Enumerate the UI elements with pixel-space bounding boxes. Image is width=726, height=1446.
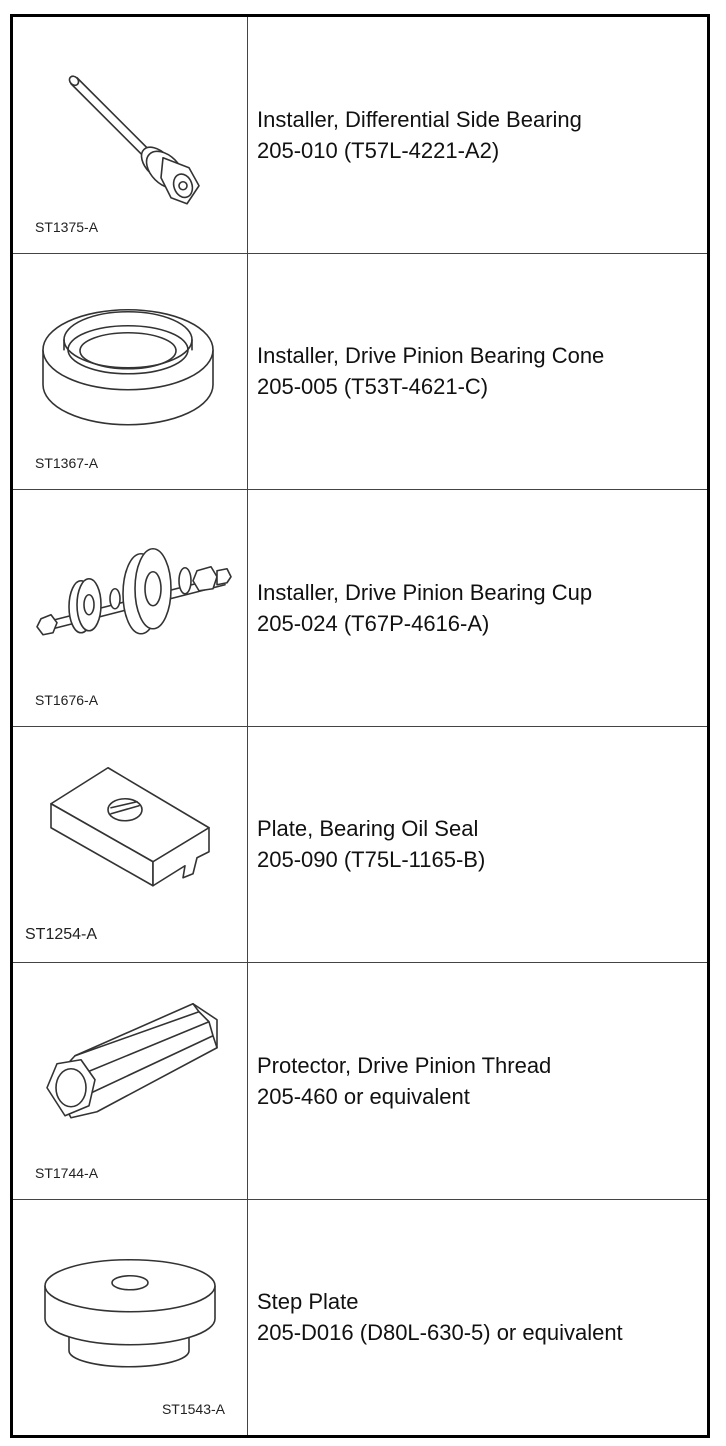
table-row [13,963,707,1200]
tool-name: Installer, Drive Pinion Bearing Cone [257,343,605,369]
tool-description [248,254,707,490]
side-bearing-installer-icon [13,17,248,253]
tool-image-cell [13,254,248,490]
tool-image-cell [13,490,248,726]
tool-code: ST1744-A [35,1164,99,1181]
tool-name: Plate, Bearing Oil Seal [257,816,479,842]
tool-name: Installer, Drive Pinion Bearing Cup [257,579,593,605]
tool-number: 205-005 (T53T-4621-C) [257,374,489,400]
tool-description [248,17,707,253]
tool-name: Step Plate [257,1289,359,1315]
tool-image-cell [13,17,248,253]
tool-number: 205-460 or equivalent [257,1083,470,1109]
tool-code: ST1676-A [35,691,99,708]
table-row [13,254,707,491]
bearing-cup-installer-icon [13,490,248,726]
tool-code: ST1543-A [161,1401,225,1417]
special-tools-table [10,14,710,1438]
tool-code: ST1367-A [35,455,99,471]
tool-code: ST1375-A [35,218,99,235]
tool-description [248,1200,707,1436]
table-row [13,727,707,964]
table-row [13,1200,707,1436]
tool-number: 205-090 (T75L-1165-B) [257,847,486,873]
table-row [13,490,707,727]
bearing-cone-installer-icon [13,254,248,490]
tool-description [248,727,707,963]
table-row [13,17,707,254]
tool-number: 205-010 (T57L-4221-A2) [257,137,500,163]
step-plate-icon [13,1200,248,1436]
tool-number: 205-D016 (D80L-630-5) or equivalent [257,1320,623,1346]
tool-image-cell [13,1200,248,1436]
tool-number: 205-024 (T67P-4616-A) [257,610,490,636]
tool-description [248,490,707,726]
tool-name: Protector, Drive Pinion Thread [257,1052,552,1078]
tool-description [248,963,707,1199]
tool-code: ST1254-A [25,926,98,943]
tool-name: Installer, Differential Side Bearing [257,106,582,132]
tool-image-cell [13,727,248,963]
tool-image-cell [13,963,248,1199]
thread-protector-icon [13,963,248,1199]
